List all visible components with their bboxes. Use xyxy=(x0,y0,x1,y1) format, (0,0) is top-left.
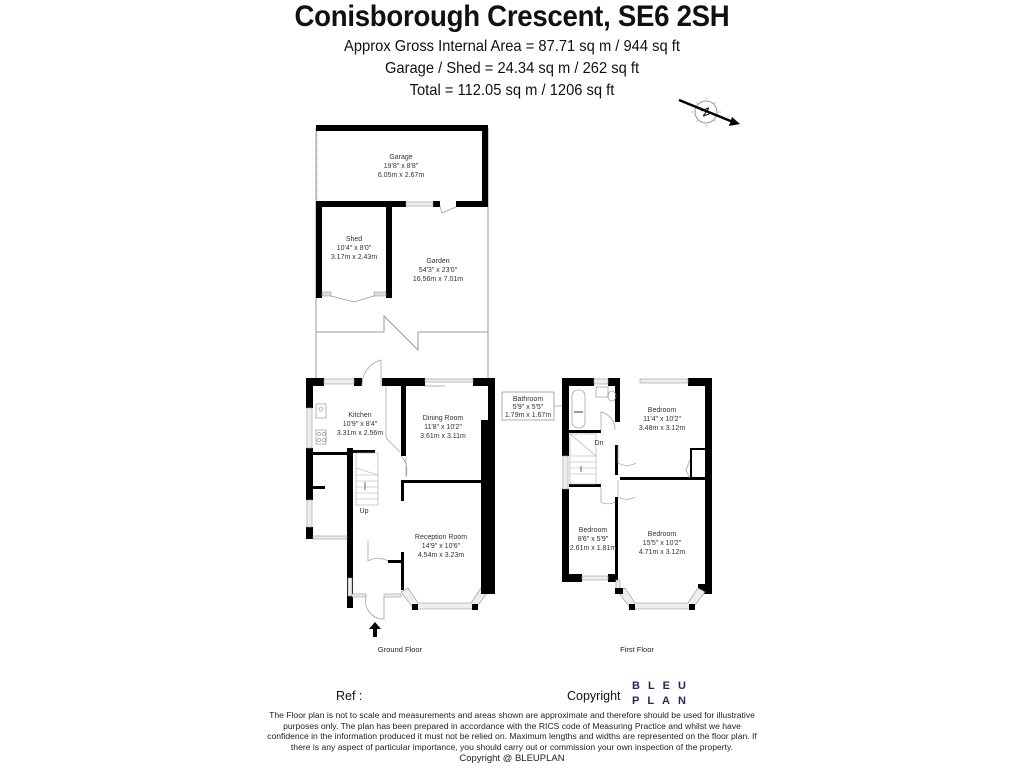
svg-text:Bedroom: Bedroom xyxy=(578,527,608,534)
room-label-garden xyxy=(413,258,463,283)
svg-text:10'4" x 8'0": 10'4" x 8'0" xyxy=(336,245,372,252)
svg-text:16.56m x 7.01m: 16.56m x 7.01m xyxy=(412,276,464,283)
svg-text:54'3" x 23'0": 54'3" x 23'0" xyxy=(418,267,458,274)
disclaimer-text: The Floor plan is not to scale and measurements and areas shown are approximate and therefore should be used for illustrative purposes only. The plan has been prepared in accordance with the RICS code of Measuring Practice and whilst we have confidence in the information produced it must not be relied on. Maximum lengths and widths are represented on the floor plan. If there is any aspect of particular importance, you should carry out or commission your own inspection of the property. xyxy=(267,710,757,752)
svg-text:N: N xyxy=(697,105,715,119)
total-area: Total = 112.05 sq m / 1206 sq ft xyxy=(409,82,615,99)
room-label-kitchen xyxy=(337,412,383,437)
svg-text:19'8" x 8'8": 19'8" x 8'8" xyxy=(383,163,419,170)
svg-text:3.61m x 3.11m: 3.61m x 3.11m xyxy=(420,433,466,440)
copyright-label: Copyright xyxy=(567,689,621,703)
property-title: Conisborough Crescent, SE6 2SH xyxy=(294,0,730,33)
svg-text:Bathroom: Bathroom xyxy=(512,396,544,403)
svg-text:5'9" x 5'5": 5'9" x 5'5" xyxy=(512,404,544,411)
logo-line-1: BLEU xyxy=(632,680,694,692)
logo-line-2: PLAN xyxy=(632,695,694,707)
svg-text:Kitchen: Kitchen xyxy=(348,412,372,419)
svg-text:4.71m x 3.12m: 4.71m x 3.12m xyxy=(638,549,686,556)
gross-internal-area: Approx Gross Internal Area = 87.71 sq m / 944 sq ft xyxy=(344,38,680,55)
stairs-down-label: Dn xyxy=(594,440,604,447)
svg-text:Garage: Garage xyxy=(389,154,413,161)
svg-text:Bedroom: Bedroom xyxy=(647,407,677,414)
bleuplan-logo xyxy=(632,679,694,709)
svg-text:4.54m x 3.23m: 4.54m x 3.23m xyxy=(417,552,465,559)
svg-text:10'9" x 8'4": 10'9" x 8'4" xyxy=(342,421,378,428)
entrance-arrow-icon xyxy=(369,622,381,637)
copyright-notice: Copyright @ BLEUPLAN xyxy=(459,753,565,764)
stairs-up-label: Up xyxy=(359,508,369,515)
garage-shed-area: Garage / Shed = 24.34 sq m / 262 sq ft xyxy=(384,60,640,77)
svg-text:3.48m x 3.12m: 3.48m x 3.12m xyxy=(638,425,686,432)
room-label-bedroom-2 xyxy=(570,527,616,552)
svg-text:15'5" x 10'2": 15'5" x 10'2" xyxy=(642,540,682,547)
svg-text:8'6" x 5'9": 8'6" x 5'9" xyxy=(577,536,609,543)
svg-text:1.79m x 1.67m: 1.79m x 1.67m xyxy=(504,412,552,419)
room-label-garage xyxy=(378,154,424,179)
room-label-bedroom-1 xyxy=(639,407,685,432)
svg-text:11'8" x 10'2": 11'8" x 10'2" xyxy=(424,424,462,431)
room-label-bedroom-3 xyxy=(639,531,685,556)
svg-text:3.31m x 2.56m: 3.31m x 2.56m xyxy=(336,430,384,437)
svg-text:6.05m x 2.67m: 6.05m x 2.67m xyxy=(377,172,425,179)
svg-text:11'4" x 10'2": 11'4" x 10'2" xyxy=(643,416,681,423)
room-label-shed xyxy=(331,236,377,261)
svg-text:2.61m x 1.81m: 2.61m x 1.81m xyxy=(569,545,617,552)
room-label-dining-room xyxy=(420,415,466,440)
svg-text:14'9" x 10'6": 14'9" x 10'6" xyxy=(421,543,461,550)
svg-text:Shed: Shed xyxy=(345,236,363,243)
svg-text:Dining Room: Dining Room xyxy=(422,415,464,422)
svg-text:Bedroom: Bedroom xyxy=(647,531,677,538)
first-floor-label: First Floor xyxy=(620,645,654,654)
svg-text:Reception Room: Reception Room xyxy=(414,534,468,541)
north-arrow-icon xyxy=(679,97,740,127)
ground-floor-label: Ground Floor xyxy=(377,645,423,654)
svg-text:3.17m x 2.43m: 3.17m x 2.43m xyxy=(330,254,378,261)
ref-label: Ref : xyxy=(336,689,363,703)
room-label-reception-room xyxy=(415,534,467,559)
svg-text:Garden: Garden xyxy=(426,258,450,265)
